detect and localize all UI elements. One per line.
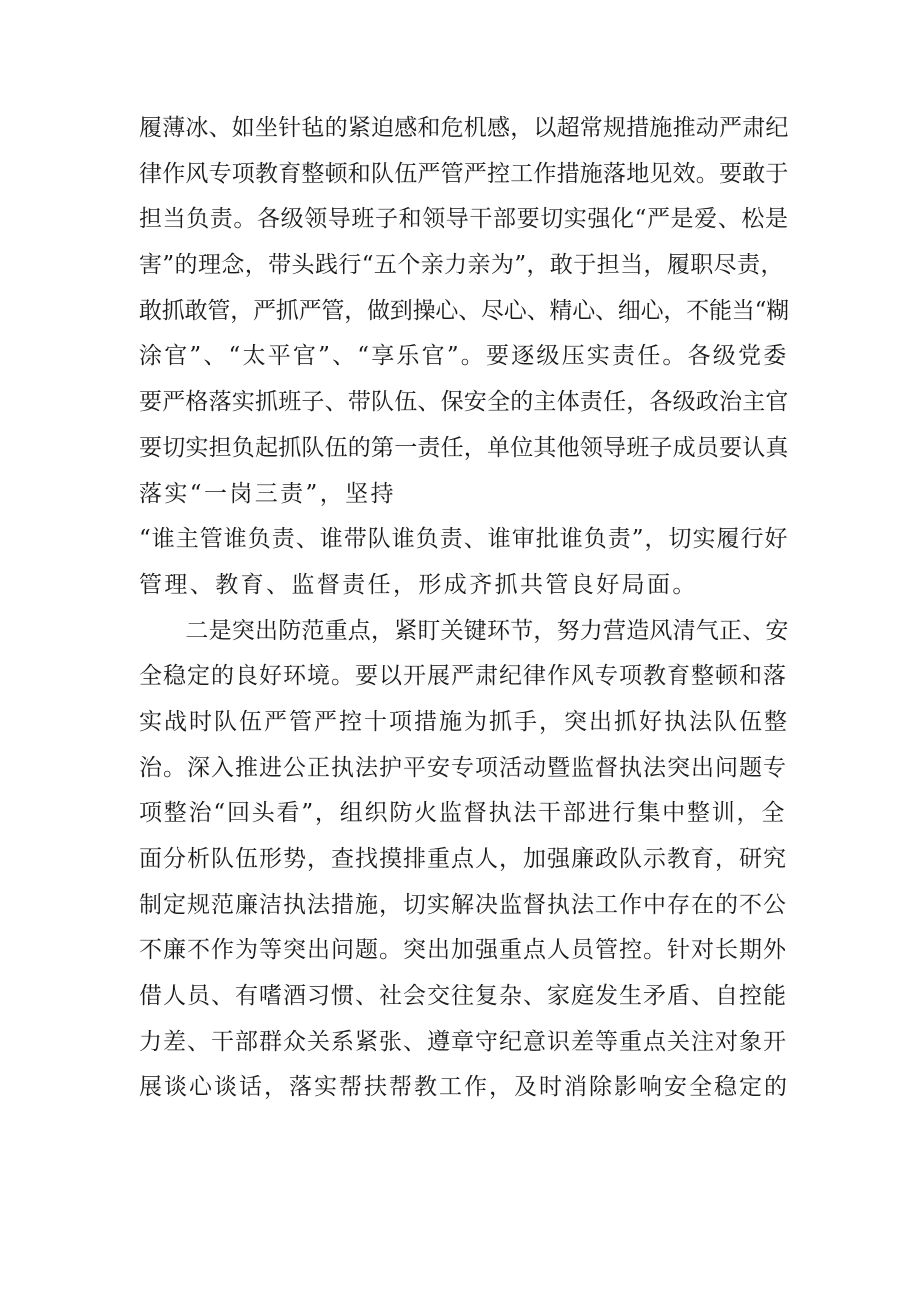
text-line: 涂官”、“太平官”、“享乐官”。要逐级压实责任。各级党委 (139, 343, 789, 370)
body-text (139, 106, 789, 1111)
text-line: 面分析队伍形势，查找摸排重点人，加强廉政队示教育，研究 (139, 846, 787, 872)
text-line: 不廉不作为等突出问题。突出加强重点人员管控。针对长期外 (139, 937, 787, 964)
text-line: 实战时队伍严管严控十项措施为抓手，突出抓好执法队伍整 (139, 708, 789, 735)
text-line: 害”的理念，带头践行“五个亲力亲为”，敢于担当，履职尽责， (139, 252, 784, 279)
text-line: 展谈心谈话，落实帮扶帮教工作，及时消除影响安全稳定的 (139, 1074, 789, 1101)
text-line: 要严格落实抓班子、带队伍、保安全的主体责任，各级政治主官 (139, 389, 789, 416)
text-line: 敢抓敢管，严抓严管，做到操心、尽心、精心、细心，不能当“糊 (139, 297, 789, 324)
text-line: 力差、干部群众关系紧张、遵章守纪意识差等重点关注对象开 (139, 1028, 787, 1055)
text-line: 借人员、有嗜酒习惯、社会交往复杂、家庭发生矛盾、自控能 (139, 983, 787, 1010)
text-line: 履薄冰、如坐针毡的紧迫感和危机感，以超常规措施推动严肃纪 (139, 115, 789, 141)
text-line: 律作风专项教育整顿和队伍严管严控工作措施落地见效。要敢于 (139, 160, 789, 187)
text-line: 落实“一岗三责”，坚持 (139, 480, 396, 507)
text-line: 二是突出防范重点，紧盯关键环节，努力营造风清气正、安 (139, 617, 789, 644)
text-line: “谁主管谁负责、谁带队谁负责、谁审批谁负责”，切实履行好 (139, 526, 789, 553)
text-line: 治。深入推进公正执法护平安专项活动暨监督执法突出问题专 (139, 754, 787, 781)
text-line: 全稳定的良好环境。要以开展严肃纪律作风专项教育整顿和落 (139, 663, 787, 690)
text-line: 管理、教育、监督责任，形成齐抓共管良好局面。 (139, 571, 698, 598)
text-line: 担当负责。各级领导班子和领导干部要切实强化“严是爱、松是 (139, 206, 789, 233)
text-line: 制定规范廉洁执法措施，切实解决监督执法工作中存在的不公 (139, 891, 787, 918)
text-line: 要切实担负起抓队伍的第一责任，单位其他领导班子成员要认真 (139, 434, 789, 461)
text-line: 项整治“回头看”，组织防火监督执法干部进行集中整训，全 (139, 800, 787, 827)
